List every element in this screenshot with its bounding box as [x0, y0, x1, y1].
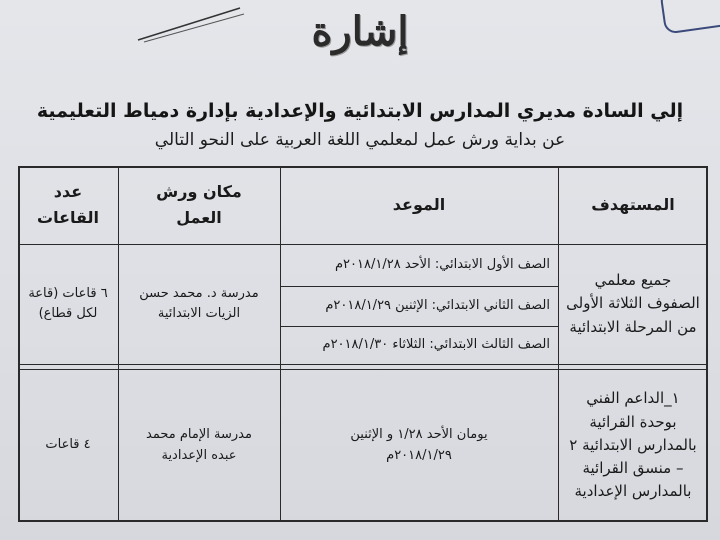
- row1-schedule-2: الصف الثاني الابتدائي: الإثنين ٢٠١٨/١/٢٩م: [325, 297, 550, 313]
- row2-location: مدرسة الإمام محمد عبده الإعدادية: [146, 427, 252, 463]
- row1-schedule-3: الصف الثالث الابتدائي: الثلاثاء ٢٠١٨/١/٣٠م: [322, 336, 550, 352]
- row2-target: ١_الداعم الفني بوحدة القرائية بالمدارس الابتدائية ٢ – منسق القرائية بالمدارس الإعدادية: [569, 389, 697, 501]
- row1-halls: ٦ قاعات (قاعة لكل قطاع): [28, 285, 108, 321]
- row-divider: [18, 364, 708, 365]
- header-target: المستهدف: [591, 195, 675, 215]
- header-location: مكان ورش العمل: [156, 182, 242, 227]
- header-halls: عدد القاعات: [36, 182, 100, 227]
- row2-schedule: يومان الأحد ١/٢٨ و الإثنين ٢٠١٨/١/٢٩م: [350, 427, 488, 463]
- row1-target: جميع معلمي الصفوف الثلاثة الأولى من المرحلة الابتدائية: [566, 271, 700, 336]
- workshop-table: [18, 166, 708, 522]
- document-title: إشارة: [311, 8, 409, 55]
- row1-schedule-1: الصف الأول الابتدائي: الأحد ٢٠١٨/١/٢٨م: [334, 256, 550, 272]
- row1-location: مدرسة د. محمد حسن الزيات الابتدائية: [139, 285, 259, 321]
- header-schedule: الموعد: [392, 195, 446, 215]
- recipient-line: إلي السادة مديري المدارس الابتدائية والإعدادية بإدارة دمياط التعليمية: [36, 100, 684, 122]
- subject-line: عن بداية ورش عمل لمعلمي اللغة العربية على النحو التالي: [154, 130, 566, 150]
- row2-halls: ٤ قاعات: [45, 437, 91, 453]
